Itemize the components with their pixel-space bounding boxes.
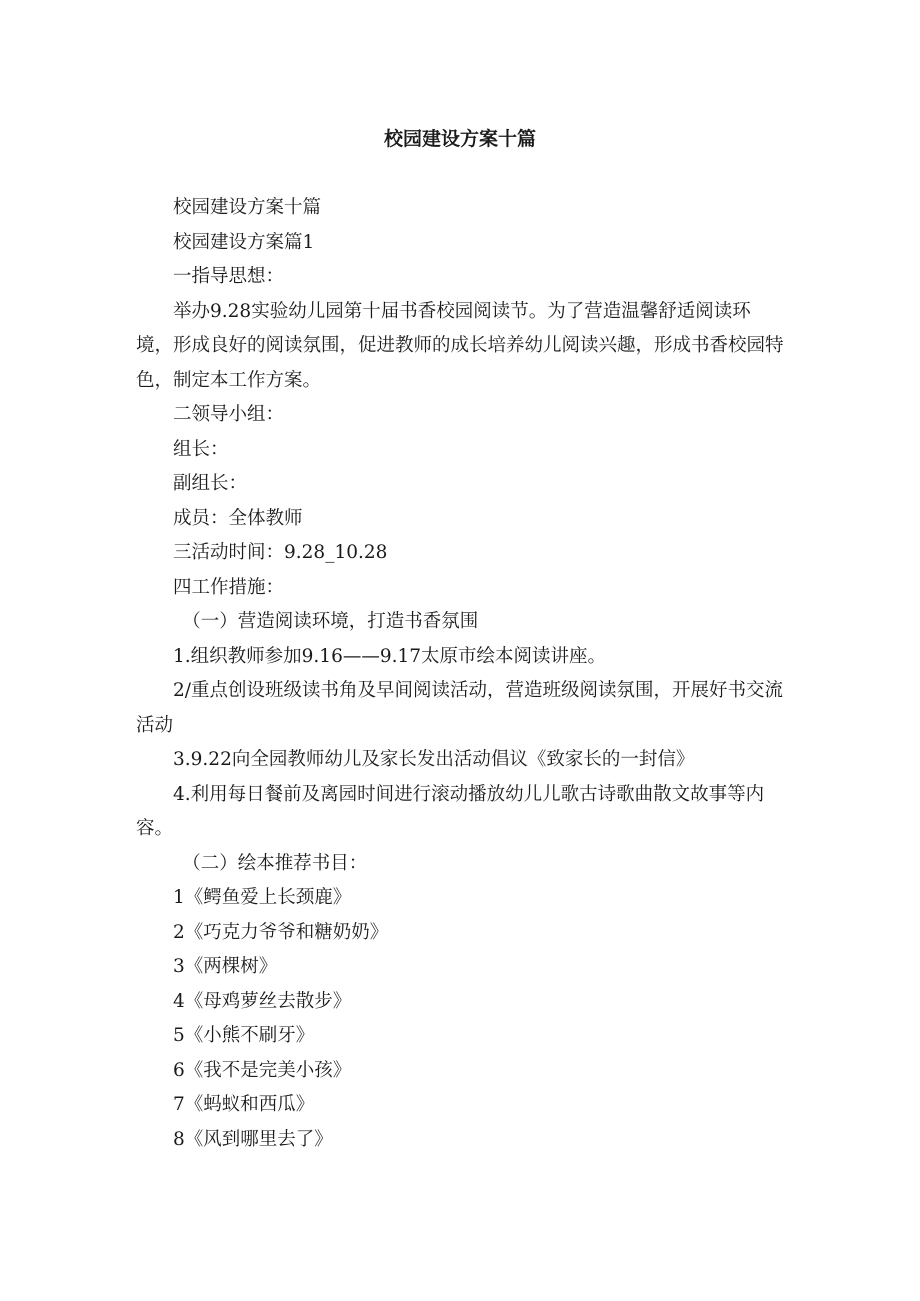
paragraph-leader: 组长： [173, 438, 229, 460]
list-item-book-3: 3《两棵树》 [173, 956, 278, 977]
document-title: 校园建设方案十篇 [383, 128, 536, 150]
list-item-book-7: 7《蚂蚁和西瓜》 [173, 1094, 315, 1115]
list-item-book-6: 6《我不是完美小孩》 [173, 1059, 352, 1081]
paragraph-vice-leader: 副组长： [173, 473, 248, 494]
paragraph-activity-time: 三活动时间：9.28_10.28 [173, 542, 388, 563]
paragraph-guiding-thought: 一指导思想： [173, 266, 285, 287]
list-item-book-2: 2《巧克力爷爷和糖奶奶》 [173, 921, 389, 943]
list-item-book-8: 8《风到哪里去了》 [173, 1128, 333, 1150]
paragraph-measure-3: 3.9.22向全园教师幼儿及家长发出活动倡议《致家长的一封信》 [173, 749, 695, 770]
list-item-book-1: 1《鳄鱼爱上长颈鹿》 [173, 887, 352, 908]
paragraph-heading: 校园建设方案十篇 [173, 197, 322, 218]
paragraph-subsection-1: （一）营造阅读环境，打造书香氛围 [182, 611, 479, 632]
paragraph-measure-2: 2/重点创设班级读书角及早间阅读活动，营造班级阅读氛围，开展好书交流活动 [136, 680, 784, 736]
paragraph-leading-group: 二领导小组： [173, 404, 285, 425]
paragraph-section-title: 校园建设方案篇1 [173, 231, 315, 253]
paragraph-work-measures: 四工作措施： [173, 576, 285, 598]
paragraph-guiding-text: 举办9.28实验幼儿园第十届书香校园阅读节。为了营造温馨舒适阅读环境，形成良好的阅读氛围，促进教师的成长培养幼儿阅读兴趣，形成书香校园特色，制定本工作方案。 [136, 300, 784, 391]
paragraph-measure-4: 4.利用每日餐前及离园时间进行滚动播放幼儿儿歌古诗歌曲散文故事等内容。 [136, 783, 765, 839]
list-item-book-4: 4《母鸡萝丝去散步》 [173, 990, 352, 1012]
paragraph-subsection-2: （二）绘本推荐书目： [182, 852, 368, 874]
paragraph-measure-1: 1.组织教师参加9.16——9.17太原市绘本阅读讲座。 [173, 645, 607, 667]
document-body [136, 191, 786, 1157]
paragraph-members: 成员：全体教师 [173, 507, 303, 529]
list-item-book-5: 5《小熊不刷牙》 [173, 1025, 315, 1046]
